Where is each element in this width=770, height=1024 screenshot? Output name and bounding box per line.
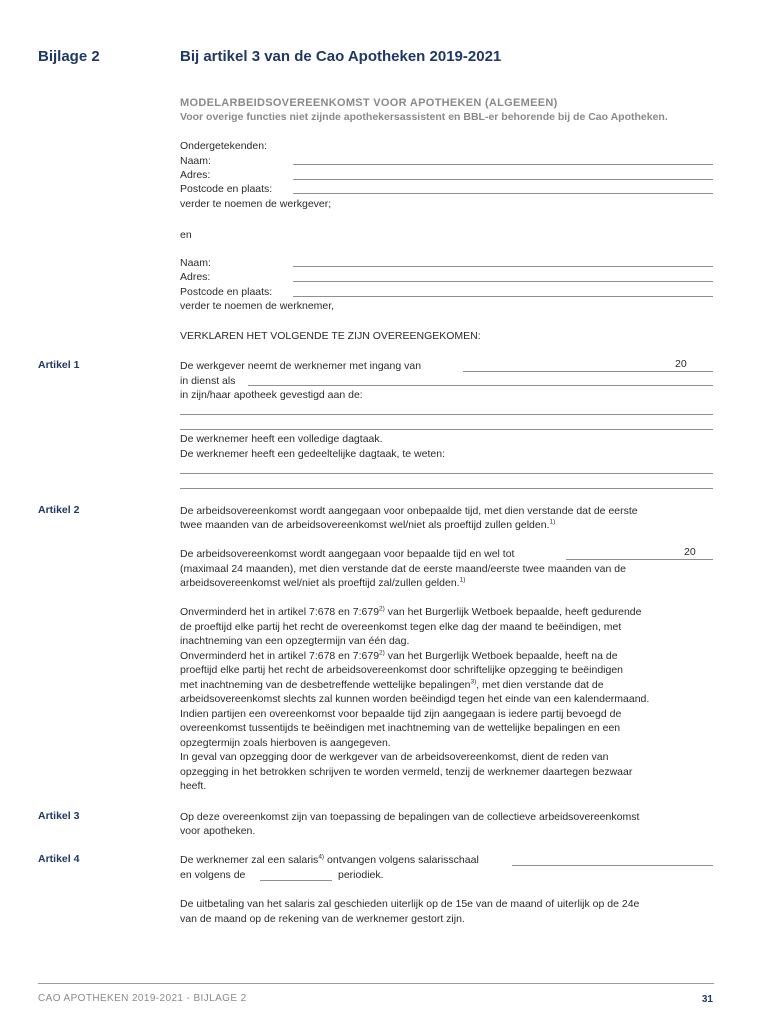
article-2-p4-line3-a: met inachtneming van de desbetreffende wettelijke bepalingen [180, 679, 471, 691]
footnote-ref: 1) [549, 518, 556, 526]
employee-name-field[interactable] [293, 266, 713, 267]
article-4-line1-b: ontvangen volgens salarisschaal [324, 854, 479, 866]
employer-postcode-field[interactable] [293, 193, 713, 194]
article-4-line4: van de maand op de rekening van de werknemer gestort zijn. [180, 913, 465, 925]
and-text: en [180, 229, 192, 241]
article-2-p4-line3-b: , met dien verstande dat de [476, 679, 604, 691]
article-4-line1 [180, 853, 479, 868]
employee-postcode-field[interactable] [293, 296, 713, 297]
parttime-field-1[interactable] [180, 473, 713, 474]
article-2-p1-line1: De arbeidsovereenkomst wordt aangegaan voor onbepaalde tijd, met dien verstande dat de eerste [180, 505, 638, 517]
article-2-p4-line5: Indien partijen een overeenkomst voor bepaalde tijd zijn aangegaan is iedere partij bevoegd de [180, 708, 622, 720]
employee-note: verder te noemen de werknemer, [180, 300, 335, 312]
article-2-p1-line2 [180, 518, 555, 533]
footnote-ref: 1) [459, 576, 466, 584]
article-2-p3-line3: inachtneming van een opzegtermijn van één dag. [180, 635, 410, 647]
article-2-p2-line2: (maximaal 24 maanden), met dien verstande dat de eerste maand/eerste twee maanden van de [180, 563, 626, 575]
article-4-label: Artikel 4 [38, 853, 80, 865]
article-2-p5-line1: In geval van opzegging door de werkgever van de arbeidsovereenkomst, dient de reden van [180, 751, 609, 763]
article-4-line3: De uitbetaling van het salaris zal geschieden uiterlijk op de 15e van de maand of uiterlijk op de 24e [180, 898, 640, 910]
article-2-p4-line4: arbeidsovereenkomst slechts zal kunnen worden beëindigd tegen het einde van een kalendermaand. [180, 693, 650, 705]
article-2-p3-line1-b: van het Burgerlijk Wetboek bepaalde, heeft gedurende [384, 606, 642, 618]
article-3-line2: voor apotheken. [180, 825, 256, 837]
article-2-p3-line2: de proeftijd elke partij het recht de overeenkomst tegen elke dag der maand te beëindigen, met [180, 621, 622, 633]
model-title: MODELARBEIDSOVEREENKOMST VOOR APOTHEKEN (ALGEMEEN) [180, 97, 558, 109]
start-date-field[interactable] [463, 371, 713, 372]
article-4-line2a: en volgens de [180, 869, 246, 881]
undersigned-label: Ondergetekenden: [180, 140, 267, 152]
article-2-p3-line1-a: Onverminderd het in artikel 7:678 en 7:679 [180, 606, 380, 618]
footer-title: CAO APOTHEKEN 2019-2021 - BIJLAGE 2 [38, 993, 247, 1004]
footnote-ref: 2) [379, 605, 385, 613]
article-2-p4-line3 [180, 678, 604, 693]
model-subtitle: Voor overige functies niet zijnde apothekersassistent en BBL-er behorende bij de Cao Apotheken. [180, 111, 668, 123]
page-title: Bij artikel 3 van de Cao Apotheken 2019-2021 [180, 48, 502, 65]
employee-address-label: Adres: [180, 271, 211, 283]
employer-name-field[interactable] [293, 164, 713, 165]
pharmacy-address-field-2[interactable] [180, 429, 713, 430]
page-number: 31 [701, 994, 713, 1005]
employee-postcode-label: Postcode en plaats: [180, 286, 273, 298]
article-2-p4-line1-b: van het Burgerlijk Wetboek bepaalde, heeft na de [384, 650, 618, 662]
employer-address-label: Adres: [180, 169, 211, 181]
employee-address-field[interactable] [293, 281, 713, 282]
article-2-p5-line3: heeft. [180, 780, 207, 792]
footer-divider [38, 983, 714, 984]
article-2-p4-line1-a: Onverminderd het in artikel 7:678 en 7:679 [180, 650, 380, 662]
article-1-position-text: in dienst als [180, 375, 236, 387]
employer-note: verder te noemen de werkgever; [180, 198, 332, 210]
article-2-label: Artikel 2 [38, 504, 80, 516]
end-year-prefix: 20 [684, 546, 696, 558]
employer-postcode-label: Postcode en plaats: [180, 183, 273, 195]
article-2-p4-line1 [180, 649, 618, 664]
pharmacy-address-field-1[interactable] [180, 414, 713, 415]
article-2-p4-line6: overeenkomst tussentijds te beëindigen met inachtneming van de wettelijke bepalingen en een [180, 722, 621, 734]
periodic-step-field[interactable] [260, 880, 332, 881]
article-3-label: Artikel 3 [38, 810, 80, 822]
employee-name-label: Naam: [180, 257, 211, 269]
article-3-line1: Op deze overeenkomst zijn van toepassing de bepalingen van de collectieve arbeidsovereenkomst [180, 811, 640, 823]
article-2-p4-line7: opzegtermijn zoals hierboven is aangegeven. [180, 737, 391, 749]
article-2-p2-line1: De arbeidsovereenkomst wordt aangegaan voor bepaalde tijd en wel tot [180, 548, 515, 560]
start-year-prefix: 20 [675, 358, 687, 370]
employer-address-field[interactable] [293, 179, 713, 180]
article-2-p2-line3 [180, 576, 465, 591]
parttime-text: De werknemer heeft een gedeeltelijke dagtaak, te weten: [180, 448, 445, 460]
salary-scale-field[interactable] [512, 865, 713, 866]
article-1-label: Artikel 1 [38, 359, 80, 371]
fulltime-text: De werknemer heeft een volledige dagtaak. [180, 433, 383, 445]
article-2-p4-line2: proeftijd elke partij het recht de arbeidsovereenkomst door schriftelijke opzegging te beëindigen [180, 664, 624, 676]
position-field[interactable] [248, 385, 713, 386]
article-4-line1-a: De werknemer zal een salaris [180, 854, 319, 866]
annex-label: Bijlage 2 [38, 48, 100, 65]
footnote-ref: 3) [470, 678, 477, 686]
employer-name-label: Naam: [180, 155, 211, 167]
declaration: VERKLAREN HET VOLGENDE TE ZIJN OVEREENGEKOMEN: [180, 330, 481, 342]
article-4-line2b: periodiek. [338, 869, 384, 881]
article-1-pharmacy-text: in zijn/haar apotheek gevestigd aan de: [180, 389, 363, 401]
footnote-ref: 2) [379, 649, 385, 657]
footnote-ref: 4) [318, 853, 325, 861]
article-2-p3-line1 [180, 605, 641, 620]
end-date-field[interactable] [566, 559, 713, 560]
article-2-p5-line2: opzegging in het betrokken schrijven te worden vermeld, tenzij de werknemer daartegen bezwaar [180, 766, 633, 778]
article-1-start-text: De werkgever neemt de werknemer met ingang van [180, 360, 422, 372]
article-2-p2-line3-text: arbeidsovereenkomst wel/niet als proeftijd zal/zullen gelden. [180, 577, 460, 589]
article-2-p1-line2-text: twee maanden van de arbeidsovereenkomst wel/niet als proeftijd zullen gelden. [180, 519, 550, 531]
parttime-field-2[interactable] [180, 488, 713, 489]
